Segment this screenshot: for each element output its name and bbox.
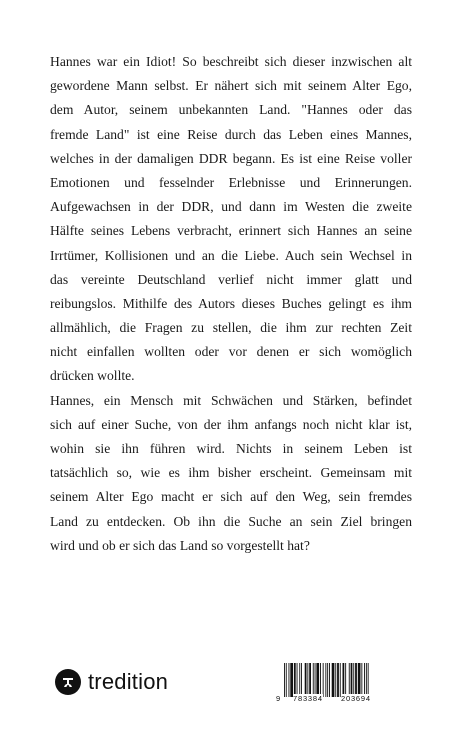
blurb-text [50,50,412,558]
barcode-bar [353,663,354,697]
barcode-bar [364,663,365,697]
blurb-line: nicht einfallen wollten oder vor denen er sich womöglich [50,344,412,360]
barcode-bar [343,663,345,697]
blurb-line: das vereinte Deutschland verlief nicht immer glatt und [50,271,412,287]
barcode-left-group: 783384 [293,694,323,703]
barcode-bar [290,663,293,697]
barcode-bar [355,663,357,697]
publisher-logo [55,667,168,697]
blurb-line: Hannes, ein Mensch mit Schwächen und Stärken, befindet [50,392,412,408]
blurb-line: Hälfte seines Lebens verbracht, erinnert sich Hannes an seine [50,223,412,239]
barcode-bar [340,663,341,697]
blurb-line: sich auf einer Suche, von der ihm anfangs noch nicht klar ist, [50,416,412,432]
barcode-right-group: 203694 [341,694,371,703]
isbn-barcode [276,663,393,704]
barcode-bar [299,663,300,697]
barcode-bar [315,663,316,697]
barcode-bar [320,663,321,697]
barcode-bar [297,663,298,697]
barcode-bar [305,663,307,697]
publisher-name: tredition [88,669,169,694]
tredition-logo-icon [55,669,81,695]
barcode-bar [325,663,326,697]
barcode-bar [301,663,302,697]
blurb-line: gewordene Mann selbst. Er nähert sich mit seinem Alter Ego, [50,78,412,94]
barcode-bar [366,663,367,697]
blurb-line: wohin sie ihn führen wird. Nichts in seinem Leben ist [50,441,412,456]
barcode-bar [284,663,285,697]
barcode-bar [349,663,350,697]
blurb-line: seinem Alter Ego macht er sich auf den Weg, sein fremdes [50,489,412,505]
barcode-bar [368,663,369,697]
blurb-line: wird und ob er sich das Land so vorgestellt hat? [50,537,310,553]
barcode-bar [345,663,346,697]
blurb-line: allmählich, die Fragen zu stellen, die ihm zur rechten Zeit [50,320,412,336]
barcode-bar [327,663,328,697]
blurb-line: fremde Land" ist eine Reise durch das Leben eines Mannes, [50,126,412,142]
barcode-bar [286,663,287,697]
barcode-lead-digit: 9 [276,694,281,703]
barcode-bar [335,663,336,697]
barcode-bar [332,663,335,697]
blurb-line: tatsächlich so, wie es ihm bisher erscheint. Gemeinsam mit [50,465,412,481]
barcode-bar [309,663,311,697]
blurb-line: Aufgewachsen in der DDR, und dann im Westen die zweite [50,199,412,215]
blurb-line: drücken wollte. [50,368,135,384]
barcode-bar [351,663,353,697]
barcode-bar [361,663,362,697]
barcode-bar [313,663,314,697]
blurb-line: Land zu entdecken. Ob ihn die Suche an sein Ziel bringen [50,513,412,529]
blurb-line: dem Autor, seinem unbekannten Land. "Hannes oder das [50,102,412,118]
barcode-bar [329,663,330,697]
blurb-line: Emotionen und fesselnder Erlebnisse und Erinnerungen. [50,174,412,190]
blurb-line: reibungslos. Mithilfe des Autors dieses Buches gelingt es ihm [50,295,412,311]
barcode-bar [289,663,290,697]
blurb-line: Irrtümer, Kollisionen und an die Liebe. Auch sein Wechsel in [50,247,412,263]
barcode-bar [337,663,339,697]
barcode-bar [323,663,324,697]
blurb-line: Hannes war ein Idiot! So beschreibt sich dieser inzwischen alt [50,54,412,69]
blurb-line: welches in der damaligen DDR begann. Es ist eine Reise voller [50,150,412,166]
barcode-bar [294,663,296,697]
barcode-bar [307,663,308,697]
barcode-bar [316,663,319,697]
barcode-bar [358,663,361,697]
